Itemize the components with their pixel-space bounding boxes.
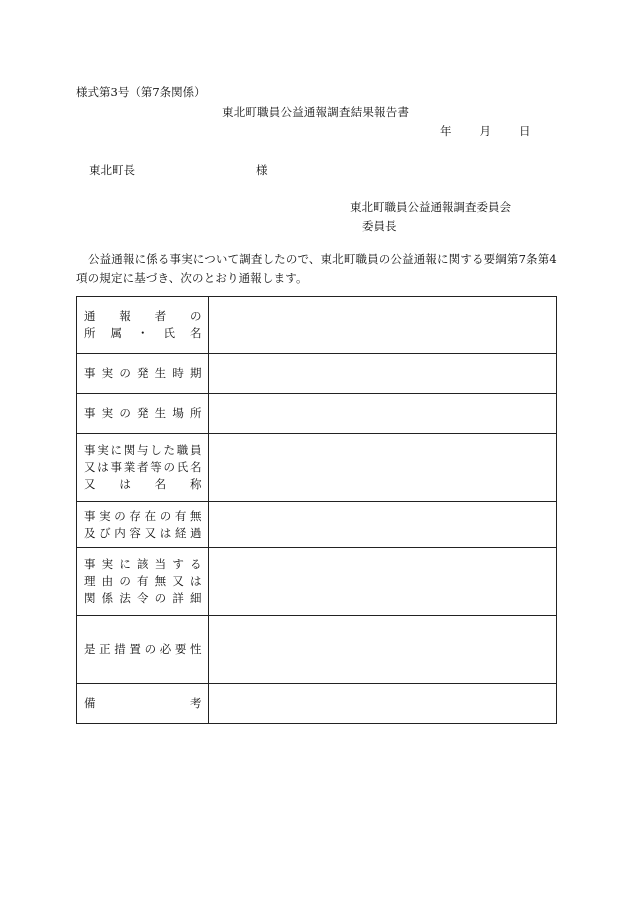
row-value-existence-details[interactable] (209, 502, 557, 548)
label-line: 所属・氏名 (84, 326, 202, 340)
row-value-involved-parties[interactable] (209, 434, 557, 502)
table-row (77, 616, 557, 684)
row-label-reporter (77, 297, 209, 354)
date-line (440, 123, 531, 139)
label-line: 及び内容又は経過 (84, 525, 202, 540)
label-line: 備考 (84, 696, 202, 710)
label-line: 又は名称 (84, 477, 202, 491)
row-value-corrective-action[interactable] (209, 616, 557, 684)
row-label-legal-reason (77, 548, 209, 616)
table-row (77, 297, 557, 354)
row-value-occurrence-time[interactable] (209, 354, 557, 394)
sender-role: 委員長 (362, 219, 397, 233)
label-line: 事実の発生時期 (84, 366, 202, 380)
row-value-reporter[interactable] (209, 297, 557, 354)
row-label-remarks (77, 684, 209, 724)
label-line: 事実に関与した職員 (84, 443, 202, 457)
table-row (77, 548, 557, 616)
row-label-involved-parties (77, 434, 209, 502)
form-number: 様式第3号（第7条関係） (76, 85, 206, 99)
label-line: 事実の発生場所 (84, 406, 202, 420)
report-table (76, 296, 557, 724)
date-month: 月 (479, 124, 491, 138)
document-title: 東北町職員公益通報調査結果報告書 (222, 105, 410, 119)
date-day: 日 (519, 124, 531, 138)
label-line: 事実に該当する (84, 557, 202, 571)
table-row (77, 354, 557, 394)
row-label-existence-details (77, 502, 209, 548)
row-value-legal-reason[interactable] (209, 548, 557, 616)
table-row (77, 394, 557, 434)
row-label-corrective-action (77, 616, 209, 684)
label-line: 通報者の (84, 309, 202, 323)
row-value-occurrence-place[interactable] (209, 394, 557, 434)
sender-organization: 東北町職員公益通報調査委員会 (350, 200, 511, 214)
label-line: 又は事業者等の氏名 (84, 460, 202, 474)
label-line: 理由の有無又は (84, 574, 202, 588)
row-label-occurrence-place (77, 394, 209, 434)
table-row (77, 502, 557, 548)
row-label-occurrence-time (77, 354, 209, 394)
row-value-remarks[interactable] (209, 684, 557, 724)
table-row (77, 684, 557, 724)
label-line: 是正措置の必要性 (84, 642, 202, 656)
addressee-suffix: 様 (256, 163, 268, 177)
date-year: 年 (440, 124, 452, 138)
table-row (77, 434, 557, 502)
body-text: 公益通報に係る事実について調査したので、東北町職員の公益通報に関する要綱第7条第4項の規定に基づき、次のとおり通報します。 (76, 252, 557, 285)
addressee-name: 東北町長 (89, 163, 135, 177)
label-line: 事実の存在の有無 (84, 508, 202, 523)
label-line: 関係法令の詳細 (84, 591, 202, 605)
